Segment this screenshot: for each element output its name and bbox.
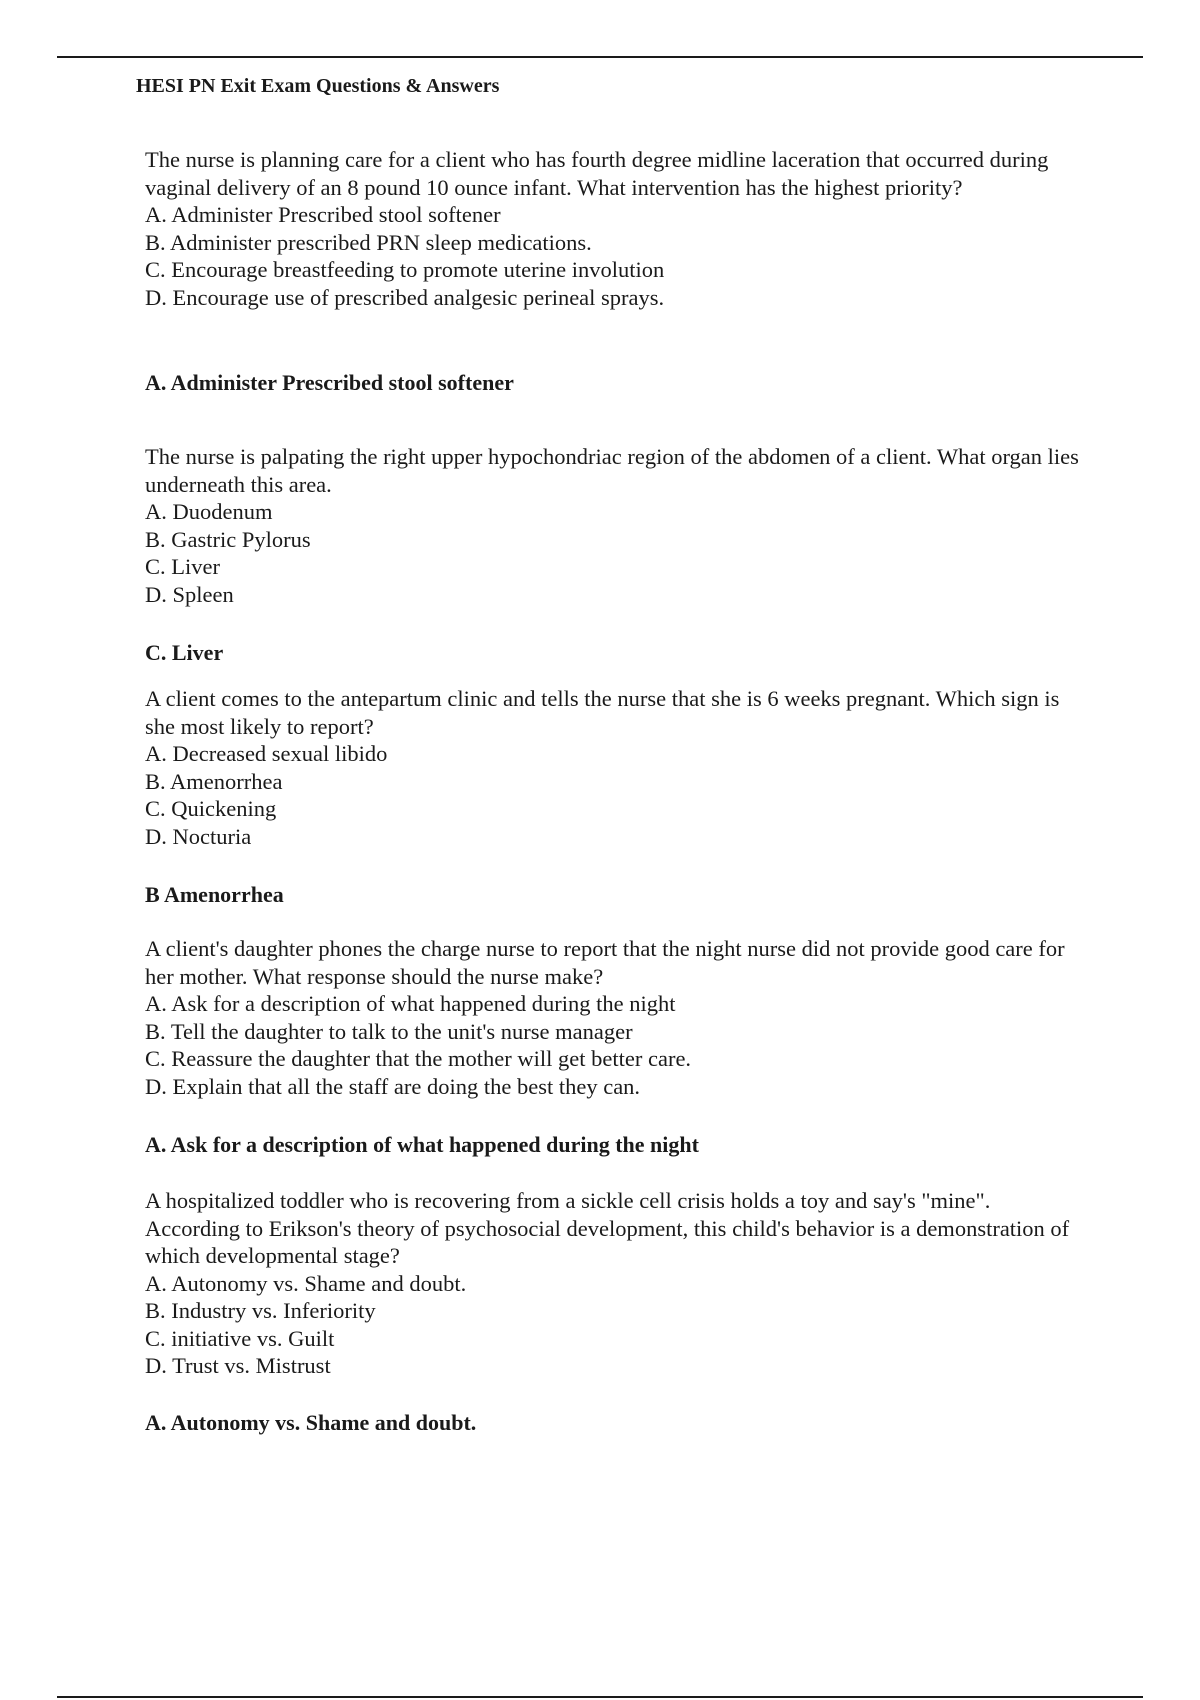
question-text: A client comes to the antepartum clinic and tells the nurse that she is 6 weeks pregnant. Which sign is she most likely to report? bbox=[145, 686, 1060, 739]
answer-2: C. Liver bbox=[145, 640, 224, 665]
question-block-4 bbox=[145, 935, 1085, 1100]
option-c: C. Liver bbox=[145, 554, 220, 579]
question-text: A hospitalized toddler who is recovering from a sickle cell crisis holds a toy and say's "mine". According to Erikson's theory of psychosocial development, this child's behavior is a demonstration of which developmental stage? bbox=[145, 1188, 1070, 1268]
option-a: A. Decreased sexual libido bbox=[145, 741, 388, 766]
option-b: B. Administer prescribed PRN sleep medications. bbox=[145, 229, 592, 255]
option-b: B. Tell the daughter to talk to the unit's nurse manager bbox=[145, 1018, 633, 1044]
question-block-1 bbox=[145, 146, 1085, 311]
option-list bbox=[145, 201, 1085, 311]
question-block-2 bbox=[145, 443, 1085, 608]
page-header-title: HESI PN Exit Exam Questions & Answers bbox=[136, 75, 500, 97]
option-c: C. Encourage breastfeeding to promote uterine involution bbox=[145, 257, 665, 282]
option-b: B. Gastric Pylorus bbox=[145, 526, 311, 552]
question-text: A client's daughter phones the charge nurse to report that the night nurse did not provide good care for her mother. What response should the nurse make? bbox=[145, 936, 1065, 989]
question-block-3 bbox=[145, 685, 1085, 850]
option-list bbox=[145, 1270, 1085, 1380]
option-d: D. Encourage use of prescribed analgesic perineal sprays. bbox=[145, 284, 665, 310]
question-block-5 bbox=[145, 1187, 1085, 1380]
option-a: A. Duodenum bbox=[145, 499, 273, 524]
option-b: B. Amenorrhea bbox=[145, 768, 283, 794]
option-a: A. Autonomy vs. Shame and doubt. bbox=[145, 1270, 467, 1296]
option-b: B. Industry vs. Inferiority bbox=[145, 1298, 376, 1323]
top-rule bbox=[57, 56, 1143, 58]
bottom-rule bbox=[57, 1696, 1143, 1698]
answer-1: A. Administer Prescribed stool softener bbox=[145, 370, 514, 395]
option-list bbox=[145, 498, 1085, 608]
option-a: A. Administer Prescribed stool softener bbox=[145, 202, 501, 227]
option-d: D. Spleen bbox=[145, 581, 234, 607]
option-d: D. Nocturia bbox=[145, 823, 252, 849]
answer-4: A. Ask for a description of what happened during the night bbox=[145, 1132, 699, 1157]
option-c: C. Reassure the daughter that the mother will get better care. bbox=[145, 1046, 692, 1071]
option-c: C. Quickening bbox=[145, 796, 277, 821]
answer-3: B Amenorrhea bbox=[145, 882, 284, 907]
option-c: C. initiative vs. Guilt bbox=[145, 1325, 335, 1351]
option-d: D. Trust vs. Mistrust bbox=[145, 1353, 331, 1378]
option-a: A. Ask for a description of what happened during the night bbox=[145, 991, 676, 1016]
answer-5: A. Autonomy vs. Shame and doubt. bbox=[145, 1410, 477, 1435]
option-d: D. Explain that all the staff are doing the best they can. bbox=[145, 1073, 641, 1099]
question-text: The nurse is palpating the right upper hypochondriac region of the abdomen of a client. What organ lies underneath this area. bbox=[145, 444, 1079, 497]
option-list bbox=[145, 990, 1085, 1100]
question-text: The nurse is planning care for a client who has fourth degree midline laceration that occurred during vaginal delivery of an 8 pound 10 ounce infant. What intervention has the highest priority? bbox=[145, 147, 1049, 200]
option-list bbox=[145, 740, 1085, 850]
